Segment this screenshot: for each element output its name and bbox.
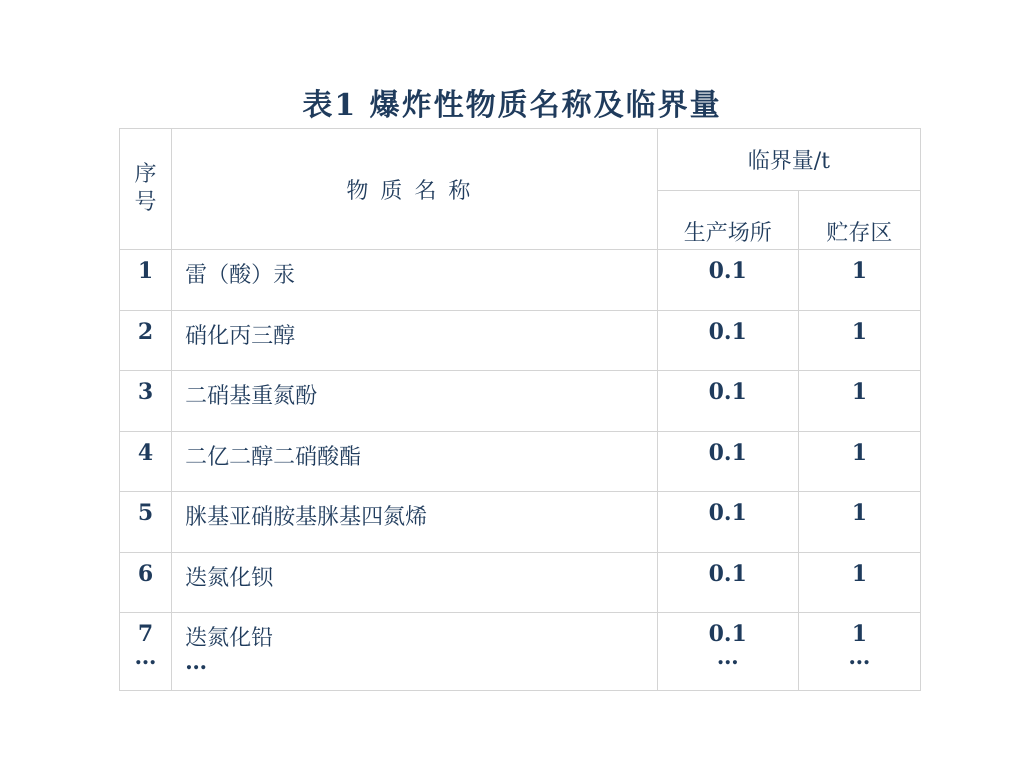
- storage-quantity: [798, 613, 920, 691]
- row-number: 5: [120, 492, 172, 553]
- storage-quantity: 1: [798, 371, 920, 432]
- substance-name: 脒基亚硝胺基脒基四氮烯: [172, 492, 658, 553]
- substance-name-value: 迭氮化铅: [185, 626, 274, 652]
- storage-quantity: 1: [798, 552, 920, 613]
- substance-name: [172, 613, 658, 691]
- continuation-mark: …: [185, 649, 208, 676]
- storage-quantity-value: 1: [851, 621, 868, 648]
- storage-quantity: 1: [798, 431, 920, 492]
- production-quantity: 0.1: [657, 310, 798, 371]
- table-row: [120, 552, 921, 613]
- substance-name: 二亿二醇二硝酸酯: [172, 431, 658, 492]
- production-quantity: [657, 613, 798, 691]
- substance-name: 硝化丙三醇: [172, 310, 658, 371]
- header-seq-line2: 号: [134, 190, 157, 216]
- critical-quantity-table: [119, 128, 921, 691]
- row-number: 1: [120, 250, 172, 311]
- storage-quantity: 1: [798, 492, 920, 553]
- row-number: 4: [120, 431, 172, 492]
- continuation-mark: …: [848, 644, 871, 671]
- table-row: [120, 613, 921, 691]
- storage-quantity: 1: [798, 310, 920, 371]
- header-substance-name: 物质名称: [172, 129, 658, 250]
- production-quantity: 0.1: [657, 492, 798, 553]
- header-critical-quantity: 临界量/t: [657, 129, 920, 191]
- row-number: [120, 613, 172, 691]
- table-row: [120, 310, 921, 371]
- production-quantity: 0.1: [657, 431, 798, 492]
- substance-name: 二硝基重氮酚: [172, 371, 658, 432]
- table-row: [120, 250, 921, 311]
- row-number: 6: [120, 552, 172, 613]
- row-number-value: 7: [137, 621, 154, 648]
- row-number: 3: [120, 371, 172, 432]
- continuation-mark: …: [716, 644, 739, 671]
- production-quantity: 0.1: [657, 250, 798, 311]
- table-row: [120, 492, 921, 553]
- continuation-mark: …: [134, 644, 157, 671]
- table-row: [120, 431, 921, 492]
- table-title: 表1 爆炸性物质名称及临界量: [302, 88, 722, 123]
- production-quantity: 0.1: [657, 371, 798, 432]
- table-row: [120, 371, 921, 432]
- header-seq-line1: 序: [134, 162, 157, 188]
- substance-name: 迭氮化钡: [172, 552, 658, 613]
- substance-name: 雷（酸）汞: [172, 250, 658, 311]
- storage-quantity: 1: [798, 250, 920, 311]
- row-number: 2: [120, 310, 172, 371]
- production-quantity: 0.1: [657, 552, 798, 613]
- header-storage-area: 贮存区: [798, 190, 920, 250]
- production-quantity-value: 0.1: [708, 621, 747, 648]
- header-production-site: 生产场所: [657, 190, 798, 250]
- header-seq: [120, 129, 172, 250]
